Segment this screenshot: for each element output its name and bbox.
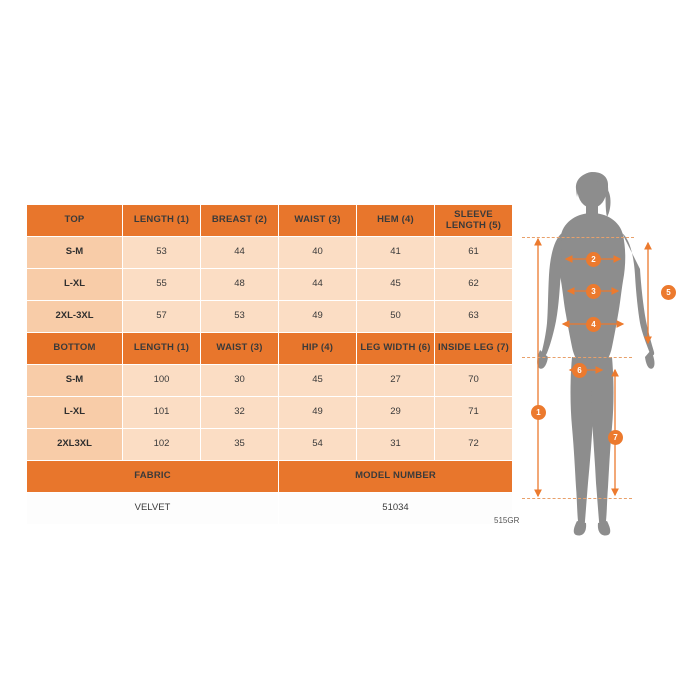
cell-breast: 48	[201, 269, 279, 301]
cell-length: 100	[123, 365, 201, 397]
header-cell-inside-leg: INSIDE LEG (7)	[435, 333, 513, 365]
guide-line-bottom	[522, 498, 632, 499]
cell-leg-width: 31	[357, 429, 435, 461]
cell-waist: 32	[201, 397, 279, 429]
header-cell-length: LENGTH (1)	[123, 333, 201, 365]
cell-waist: 30	[201, 365, 279, 397]
cell-hip: 45	[279, 365, 357, 397]
row-label: L-XL	[27, 269, 123, 301]
cell-leg-width: 29	[357, 397, 435, 429]
measurement-badge-7: 7	[608, 430, 623, 445]
cell-breast: 53	[201, 301, 279, 333]
header-cell-waist: WAIST (3)	[201, 333, 279, 365]
measurement-badge-3: 3	[586, 284, 601, 299]
cell-hem: 45	[357, 269, 435, 301]
table-row	[27, 269, 513, 301]
row-label: S-M	[27, 365, 123, 397]
measurement-badge-1: 1	[531, 405, 546, 420]
cell-fabric-value: VELVET	[27, 493, 279, 525]
header-cell-waist: WAIST (3)	[279, 205, 357, 237]
cell-hem: 41	[357, 237, 435, 269]
header-cell-model-number: MODEL NUMBER	[279, 461, 513, 493]
cell-inside-leg: 72	[435, 429, 513, 461]
size-table-container	[26, 204, 512, 525]
table-header-top	[27, 205, 513, 237]
row-label: 2XL3XL	[27, 429, 123, 461]
cell-waist: 44	[279, 269, 357, 301]
cell-hip: 54	[279, 429, 357, 461]
cell-leg-width: 27	[357, 365, 435, 397]
cell-sleeve: 62	[435, 269, 513, 301]
cell-waist: 49	[279, 301, 357, 333]
mannequin-diagram	[520, 165, 690, 555]
cell-length: 55	[123, 269, 201, 301]
product-code: 515GR	[494, 516, 520, 525]
table-row	[27, 237, 513, 269]
cell-inside-leg: 70	[435, 365, 513, 397]
cell-model-number-value: 51034	[279, 493, 513, 525]
header-cell-sleeve-length: SLEEVE LENGTH (5)	[435, 205, 513, 237]
table-row	[27, 301, 513, 333]
table-row	[27, 397, 513, 429]
measurement-badge-4: 4	[586, 317, 601, 332]
row-label: L-XL	[27, 397, 123, 429]
header-cell-breast: BREAST (2)	[201, 205, 279, 237]
row-label: 2XL-3XL	[27, 301, 123, 333]
header-cell-hip: HIP (4)	[279, 333, 357, 365]
row-label: S-M	[27, 237, 123, 269]
header-cell-hem: HEM (4)	[357, 205, 435, 237]
size-table	[26, 204, 513, 525]
cell-length: 57	[123, 301, 201, 333]
header-cell-length: LENGTH (1)	[123, 205, 201, 237]
table-row-footer	[27, 493, 513, 525]
cell-waist: 40	[279, 237, 357, 269]
cell-length: 53	[123, 237, 201, 269]
cell-length: 101	[123, 397, 201, 429]
header-cell-fabric: FABRIC	[27, 461, 279, 493]
cell-hem: 50	[357, 301, 435, 333]
measurement-badge-6: 6	[572, 363, 587, 378]
header-cell-leg-width: LEG WIDTH (6)	[357, 333, 435, 365]
cell-sleeve: 61	[435, 237, 513, 269]
guide-line-hip	[522, 357, 632, 358]
table-row	[27, 429, 513, 461]
header-cell-bottom: BOTTOM	[27, 333, 123, 365]
guide-line-top	[522, 237, 634, 238]
cell-inside-leg: 71	[435, 397, 513, 429]
table-header-bottom	[27, 333, 513, 365]
cell-sleeve: 63	[435, 301, 513, 333]
measurement-badge-2: 2	[586, 252, 601, 267]
cell-breast: 44	[201, 237, 279, 269]
measurement-arrows	[520, 165, 690, 555]
header-cell-top: TOP	[27, 205, 123, 237]
cell-length: 102	[123, 429, 201, 461]
cell-hip: 49	[279, 397, 357, 429]
cell-waist: 35	[201, 429, 279, 461]
table-row	[27, 365, 513, 397]
measurement-badge-5: 5	[661, 285, 676, 300]
table-header-footer	[27, 461, 513, 493]
